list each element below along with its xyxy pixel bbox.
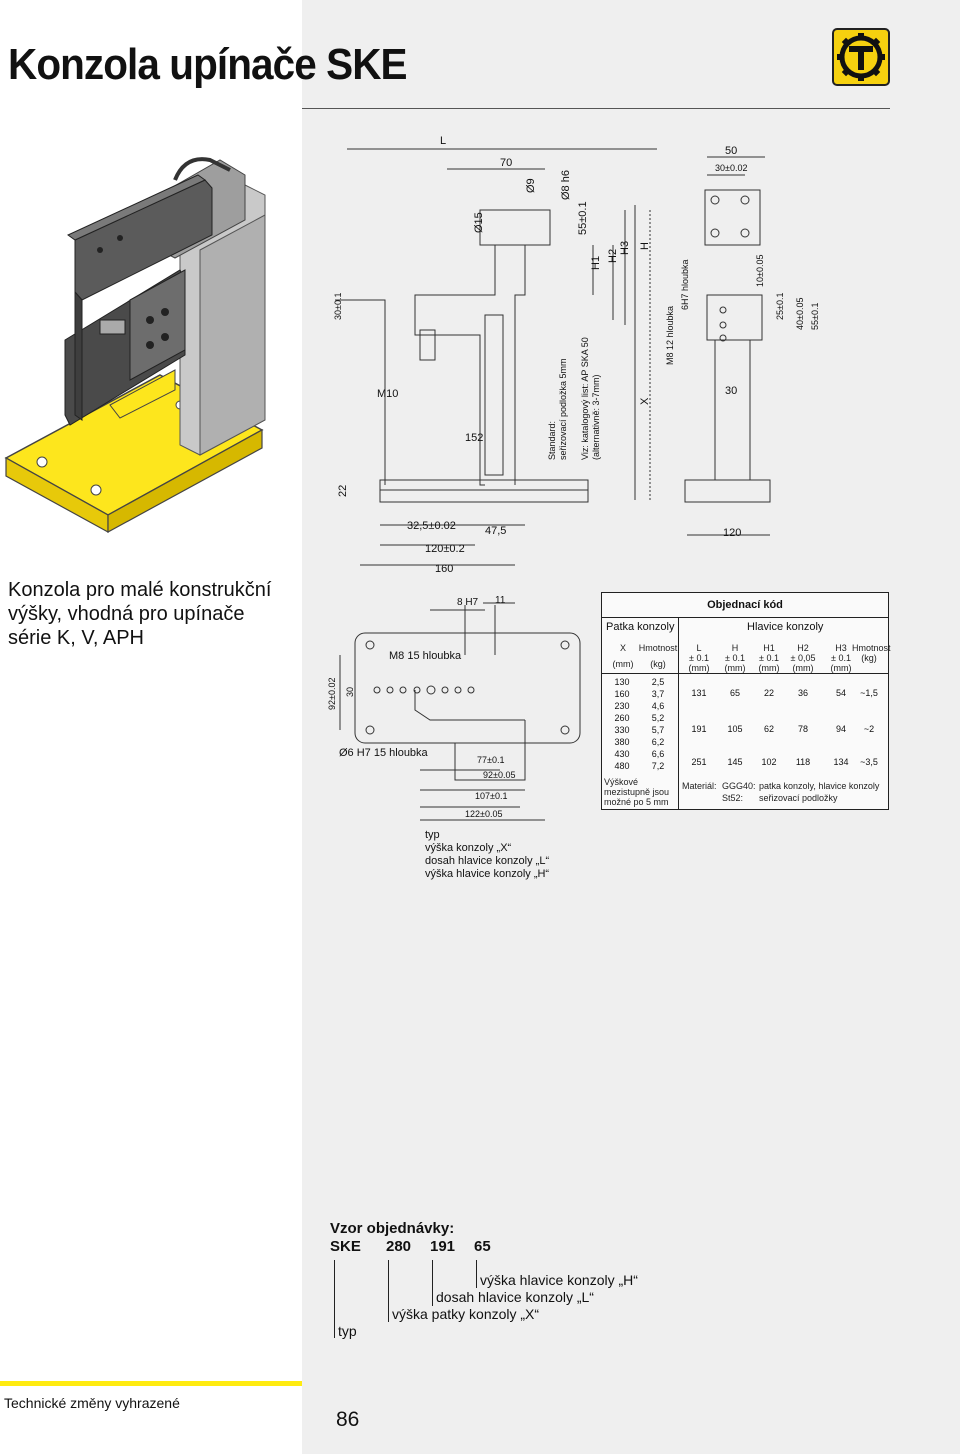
table-cell: 430 <box>614 749 630 759</box>
col-header-line: (mm) <box>830 663 852 673</box>
dim-label: 8 H7 <box>457 597 479 608</box>
dim-label: Ø9 <box>525 178 537 193</box>
table-group-left: Patka konzoly <box>606 621 675 633</box>
dim-label: 22 <box>337 484 349 497</box>
dim-label: 92±0.02 <box>327 677 337 710</box>
note-line: Viz: katalogový list: AP SKA 50 <box>580 337 590 460</box>
dim-label: 32,5±0.02 <box>407 520 456 532</box>
description-line: výšky, vhodná pro upínače <box>8 603 245 625</box>
note-line: Výškové <box>604 777 639 787</box>
table-cell: 2,5 <box>651 677 665 687</box>
product-illustration <box>0 140 300 540</box>
page-title: Konzola upínače SKE <box>8 40 407 89</box>
table-cell: 118 <box>795 757 811 767</box>
dim-label: H <box>639 242 651 250</box>
dim-label: 10±0.05 <box>755 254 765 287</box>
table-cell: 54 <box>835 688 846 698</box>
order-label-x: výška patky konzoly „X“ <box>392 1306 540 1322</box>
note-line: mezistupně jsou <box>604 787 670 797</box>
dim-label: Ø8 h6 <box>560 170 572 200</box>
col-header-line: (mm) <box>792 663 814 673</box>
description-line: Konzola pro malé konstrukční <box>8 579 272 601</box>
divider <box>678 617 679 809</box>
dim-label: 120±0.2 <box>425 543 465 555</box>
page-number: 86 <box>336 1408 360 1431</box>
table-cell: 5,7 <box>651 725 665 735</box>
col-header-line: ± 0.1 <box>759 653 779 663</box>
col-header-line: Hmotnost <box>852 643 891 653</box>
dim-label: 47,5 <box>485 525 507 537</box>
leader-line <box>334 1260 335 1338</box>
table-cell: 3,7 <box>651 689 665 699</box>
table-title: Objednací kód <box>602 593 888 618</box>
note-line: Standard: <box>547 420 557 460</box>
col-header-unit: (mm) <box>612 659 634 669</box>
order-code-x: 280 <box>386 1238 412 1255</box>
leader-line <box>388 1260 389 1322</box>
caption-line: dosah hlavice konzoly „L“ <box>425 855 550 867</box>
col-header-line: ± 0.1 <box>831 653 851 663</box>
order-example-title: Vzor objednávky: <box>330 1220 455 1237</box>
table-cell: 22 <box>763 688 774 698</box>
dim-label: 25±0.1 <box>775 292 785 320</box>
col-header <box>682 643 716 673</box>
dim-label: 70 <box>500 157 513 169</box>
table-cell: 330 <box>614 725 630 735</box>
dim-label: 120 <box>723 527 742 539</box>
table-cell: 102 <box>761 757 777 767</box>
legend-caption <box>425 829 549 881</box>
material-label: Materiál: <box>682 781 717 791</box>
col-header-line: L <box>696 643 702 653</box>
col-header-line: H3 <box>835 643 847 653</box>
table-cell: 130 <box>614 677 630 687</box>
note-line: možné po 5 mm <box>604 797 669 807</box>
col-header-line: ± 0.1 <box>689 653 709 663</box>
col-header-line: ± 0.1 <box>725 653 745 663</box>
col-header-name: X <box>619 643 626 653</box>
order-example <box>330 1220 730 1350</box>
table-cell: 6,2 <box>651 737 665 747</box>
col-header-name: Hmotnost <box>638 643 678 653</box>
table-cell: 62 <box>763 724 774 734</box>
col-header-line: (kg) <box>861 653 877 663</box>
table-cell: 380 <box>614 737 630 747</box>
dim-label: 11 <box>495 595 506 606</box>
order-code-type: SKE <box>330 1238 361 1255</box>
company-logo <box>832 28 890 86</box>
leader-line <box>432 1260 433 1306</box>
footer-note: Technické změny vyhrazené <box>4 1395 180 1411</box>
note-ref <box>580 337 602 460</box>
dim-label: 55±0.1 <box>577 201 589 235</box>
order-label-l: dosah hlavice konzoly „L“ <box>436 1289 594 1305</box>
note-standard <box>547 358 569 460</box>
table-cell: 36 <box>797 688 808 698</box>
order-label-h: výška hlavice konzoly „H“ <box>480 1272 638 1288</box>
hole-label: Ø6 H7 15 hloubka <box>339 747 428 759</box>
caption-line: výška konzoly „X“ <box>425 842 512 854</box>
table-cell: 131 <box>691 688 707 698</box>
table-cell: 480 <box>614 761 630 771</box>
hole-label: 6H7 hloubka <box>680 259 690 310</box>
caption-line: výška hlavice konzoly „H“ <box>425 868 550 880</box>
dim-label: 30 <box>725 385 738 397</box>
table-cell: 160 <box>614 689 630 699</box>
dim-label: 30 <box>345 686 355 697</box>
table-group-right: Hlavice konzoly <box>747 621 824 633</box>
table-cell: 191 <box>691 724 707 734</box>
thread-label: M8 15 hloubka <box>389 650 462 662</box>
dim-label: Ø15 <box>473 212 485 233</box>
table-cell: 7,2 <box>651 761 665 771</box>
table-cell: ~3,5 <box>860 757 878 767</box>
col-header-line: H <box>731 643 739 653</box>
material-code: St52: <box>722 793 744 803</box>
note-line: (alternativně: 3-7mm) <box>591 374 601 460</box>
plate-lines <box>325 595 590 827</box>
table-cell: ~2 <box>863 724 875 734</box>
dim-label: H1 <box>590 255 602 270</box>
table-cell: 6,6 <box>651 749 665 759</box>
dim-label: H2 <box>607 248 619 263</box>
col-header-line: ± 0,05 <box>790 653 816 663</box>
material-desc: seřizovací podložky <box>759 793 838 803</box>
table-cell: 260 <box>614 713 630 723</box>
dim-label: 152 <box>465 432 484 444</box>
description-line: série K, V, APH <box>8 627 144 649</box>
dim-label: 77±0.1 <box>477 755 505 765</box>
table-cell: 251 <box>691 757 707 767</box>
product-description <box>8 578 298 650</box>
col-header-line: H1 <box>763 643 775 653</box>
dim-label: 50 <box>725 145 738 157</box>
table-cell: 105 <box>727 724 743 734</box>
dim-label: M10 <box>377 388 399 400</box>
order-code-l: 191 <box>430 1238 456 1255</box>
table-cell: 65 <box>729 688 740 698</box>
dim-label: 40±0.05 <box>795 297 805 330</box>
order-code-table <box>601 592 889 810</box>
technical-drawing-elevation <box>325 135 820 580</box>
dim-label: 30±0.1 <box>333 292 343 320</box>
table-cell: 145 <box>727 757 743 767</box>
caption-line: typ <box>425 829 440 841</box>
dim-label: H3 <box>619 240 631 255</box>
col-header <box>852 643 891 663</box>
dim-label: 55±0.1 <box>810 302 820 330</box>
table-cell: 134 <box>833 757 849 767</box>
table-cell: 4,6 <box>651 701 665 711</box>
table-cell: 230 <box>614 701 630 711</box>
order-label-type: typ <box>338 1323 357 1339</box>
dim-label: 30±0.02 <box>715 163 748 173</box>
col-header-line: H2 <box>797 643 809 653</box>
col-header-line: (mm) <box>724 663 746 673</box>
dim-label: 107±0.1 <box>475 791 508 801</box>
dim-label: L <box>440 135 447 147</box>
col-header-line: (mm) <box>758 663 780 673</box>
col-header <box>718 643 752 673</box>
dim-label: 160 <box>435 563 454 575</box>
table-cell: 94 <box>835 724 846 734</box>
dim-label: 122±0.05 <box>465 809 503 819</box>
col-header <box>638 643 678 669</box>
material-desc: patka konzoly, hlavice konzoly <box>759 781 880 791</box>
col-header <box>752 643 786 673</box>
dim-label: 92±0.05 <box>483 770 516 780</box>
order-code-h: 65 <box>474 1238 491 1255</box>
thread-label: M8 12 hloubka <box>665 305 675 365</box>
table-cell: ~1,5 <box>860 688 878 698</box>
col-header-line: (mm) <box>688 663 710 673</box>
title-divider <box>302 108 890 109</box>
footer-accent-bar <box>0 1381 302 1386</box>
note-increments <box>604 777 669 807</box>
note-line: seřizovací podložka 5mm <box>558 358 568 460</box>
col-header-unit: (kg) <box>650 659 666 669</box>
leader-line <box>476 1260 477 1288</box>
table-cell: 5,2 <box>651 713 665 723</box>
table-cell: 78 <box>797 724 808 734</box>
col-header <box>604 643 642 669</box>
divider <box>602 673 888 674</box>
dim-label: X <box>639 397 651 405</box>
technical-drawing-plate <box>325 595 590 827</box>
material-code: GGG40: <box>722 781 756 791</box>
col-header <box>786 643 820 673</box>
